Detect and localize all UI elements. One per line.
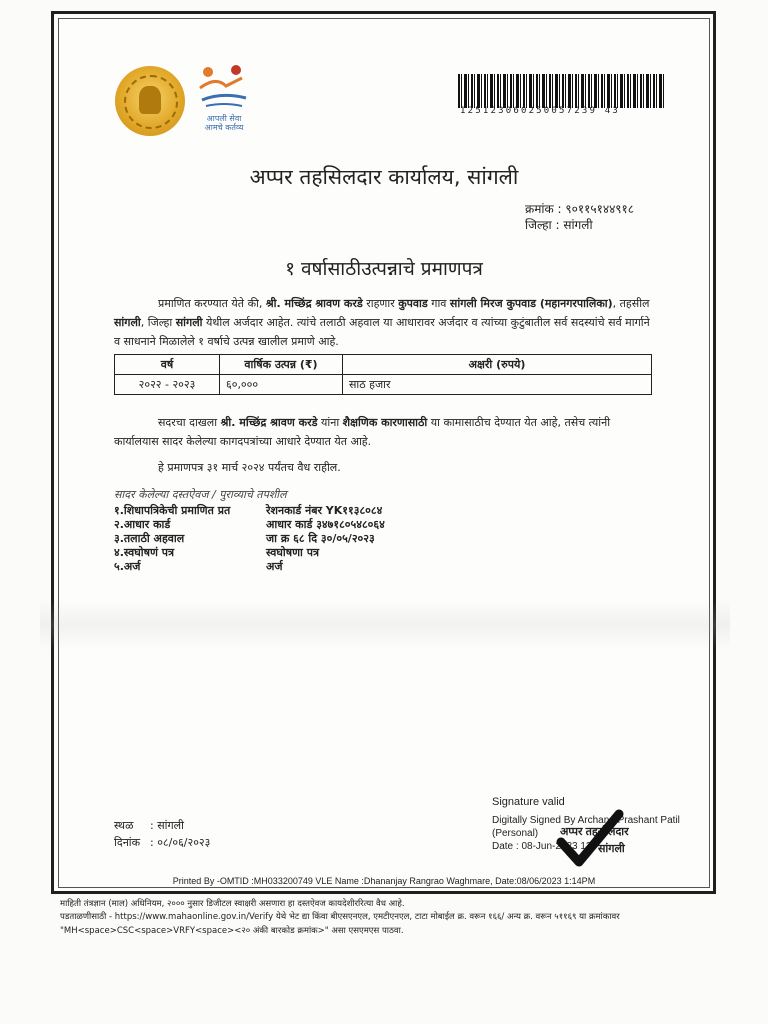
certificate-inner-border <box>58 18 710 888</box>
document-item: १.शिधापत्रिकेची प्रमाणित प्रत <box>114 504 231 517</box>
table-row <box>115 375 652 395</box>
document-detail: स्वघोषणा पत्र <box>266 546 320 559</box>
office-title: अप्पर तहसिलदार कार्यालय, सांगली <box>249 165 519 189</box>
place-label: स्थळ <box>114 819 134 832</box>
document-item: ४.स्वघोषणं पत्र <box>114 546 175 559</box>
scan-artifact <box>40 600 730 650</box>
document-item: ३.तलाठी अहवाल <box>114 532 185 545</box>
certificate-title: १ वर्षासाठीउत्पन्नाचे प्रमाणपत्र <box>285 258 483 280</box>
income-table <box>114 354 652 395</box>
maharashtra-seal-icon <box>115 66 185 136</box>
certificate-paragraph-1: प्रमाणित करण्यात येते की, श्री. मच्छिंद्र श्रावण करडे राहणार कुपवाड गाव सांगली मिरज कुपवाड (महानगरपालिका), तहसील सांगली, जिल्हा सांगली येथील अर्जदार आहेत. त्यांचे तलाठी अहवाल या आधारावर अर्जदार व त्यांच्या कुटुंबातील सर्व सदस्यांचे सर्व मार्गाने व साधनाने मिळालेले १ वर्षाचे उत्पन्न खालील प्रमाणे आहे. <box>114 297 650 348</box>
document-detail: रेशनकार्ड नंबर YK११३८०८४ <box>266 504 383 517</box>
footer-verify-note: पडताळणीसाठी - https://www.mahaonline.gov.in/Verify येथे भेट द्या किंवा बीएसएनएल, एमटीएनएल, टाटा मोबाईल क्र. वरून १६६/ अन्य क्र. वरून ५११६९ या क्रमांकावर <box>60 912 620 922</box>
aapli-seva-logo-icon <box>196 62 252 138</box>
signature-date: Date : 08-Jun-2023 13: <box>492 841 595 852</box>
footer-sms-note: "MH<space>CSC<space>VRFY<space><२० अंकी बारकोड क्रमांक>" असा एसएमएस पाठवा. <box>60 926 404 936</box>
document-detail: आधार कार्ड ३४७१८०५४८०६४ <box>266 518 385 531</box>
certificate-paragraph-2: सदरचा दाखला श्री. मच्छिंद्र श्रावण करडे यांना शैक्षणिक कारणासाठी या कामासाठीच देण्यात येत आहे, तसेच त्यांनी कार्यालयास सादर केलेल्या कागदपत्रांच्या आधारे देण्यात येत आहे. <box>114 416 611 448</box>
signature-valid-label: Signature valid <box>492 796 565 808</box>
footer-legal-note: माहिती तंत्रज्ञान (माल) अधिनियम, २००० नुसार डिजीटल स्वाक्षरी असणारा हा दस्तऐवज कायदेशीररित्या वैध आहे. <box>60 899 405 909</box>
printed-by-line: Printed By -OMTID :MH033200749 VLE Name :Dhananjay Rangrao Waghmare, Date:08/06/2023 1:14PM <box>172 876 596 886</box>
documents-heading: सादर केलेल्या दस्तऐवज / पुराव्याचे तपशील <box>114 488 287 501</box>
date-value: : ०८/०६/२०२३ <box>150 836 211 849</box>
signature-place: सांगली <box>598 843 625 855</box>
barcode-icon <box>458 74 664 108</box>
document-item: २.आधार कार्ड <box>114 518 171 531</box>
certificate-number: क्रमांक : ९०११५१४४९१८ <box>525 202 635 216</box>
table-header-row <box>115 355 652 375</box>
logo-caption-2: आमचे कर्तव्य <box>204 123 244 132</box>
cell-words: साठ हजार <box>343 375 652 395</box>
barcode-number: 125123060250057239 43 <box>460 106 620 116</box>
certificate-district: जिल्हा : सांगली <box>525 218 593 232</box>
place-value: : सांगली <box>150 819 184 832</box>
signature-signed-by: Digitally Signed By Archana Prashant Patil <box>492 815 680 826</box>
date-label: दिनांक <box>114 836 141 849</box>
cell-year: २०२२ - २०२३ <box>115 375 220 395</box>
col-income-header: वार्षिक उत्पन्न (₹) <box>220 355 343 375</box>
signature-designation: अप्पर तहसीलदार <box>560 826 629 838</box>
document-detail: जा क्र ६८ दि ३०/०५/२०२३ <box>266 532 375 545</box>
document-detail: अर्ज <box>266 560 283 573</box>
cell-income: ६०,००० <box>220 375 343 395</box>
validity-statement: हे प्रमाणपत्र ३१ मार्च २०२४ पर्यंतच वैध राहील. <box>158 461 341 474</box>
signature-check-icon <box>555 808 625 868</box>
document-item: ५.अर्ज <box>114 560 141 573</box>
logo-caption-1: आपली सेवा <box>206 114 242 123</box>
col-year-header: वर्ष <box>115 355 220 375</box>
col-words-header: अक्षरी (रुपये) <box>343 355 652 375</box>
signature-personal: (Personal) <box>492 828 539 839</box>
